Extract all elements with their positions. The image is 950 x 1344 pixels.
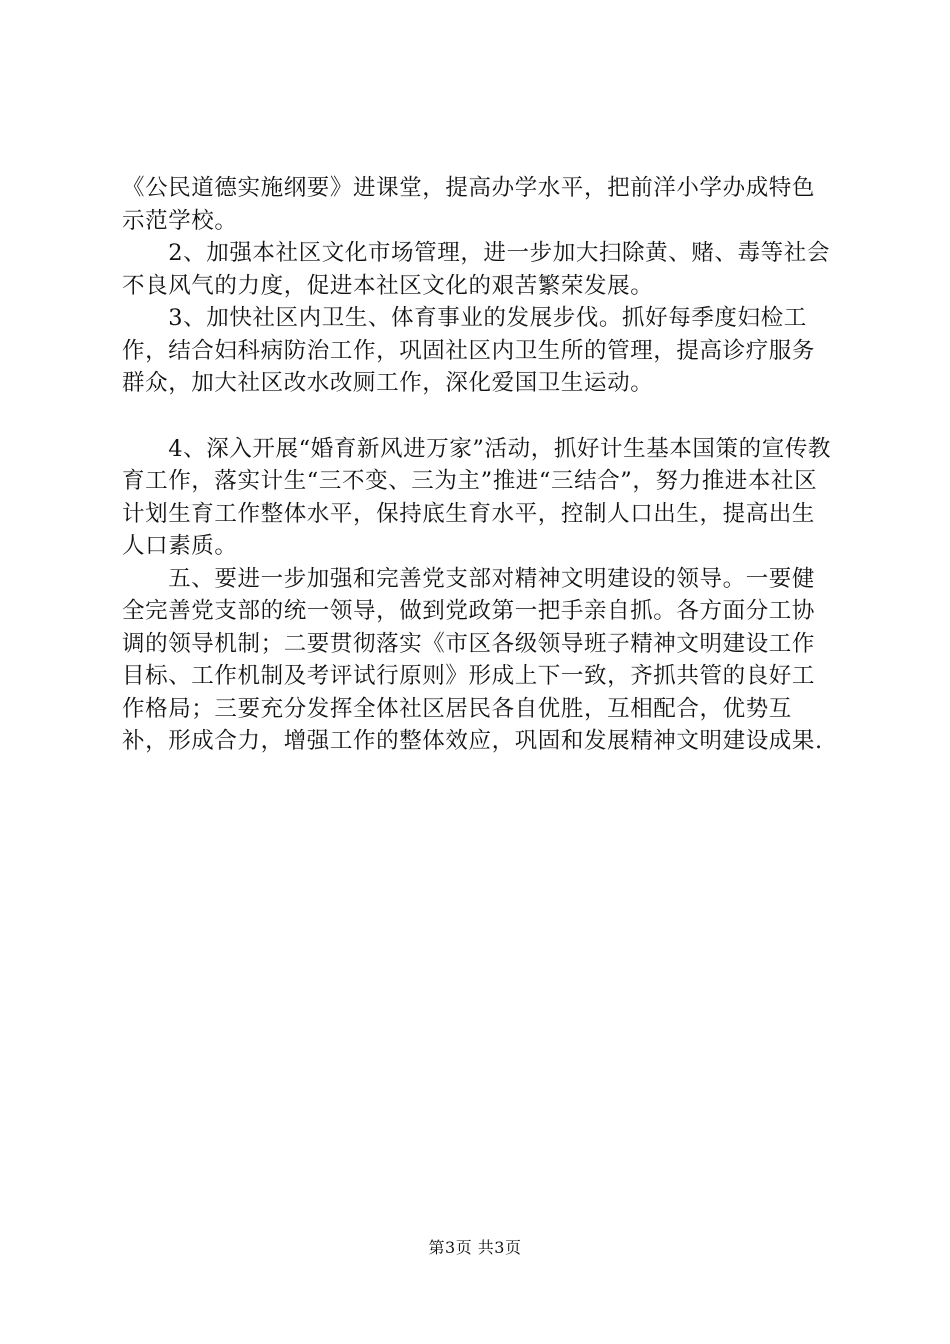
paragraph-item-3: 3、加快社区内卫生、体育事业的发展步伐。抓好每季度妇检工作，结合妇科病防治工作，巩固社区内卫生所的管理，提高诊疗服务群众，加大社区改水改厕工作，深化爱国卫生运动。: [122, 305, 816, 396]
paragraph-item-4: 4、深入开展“婚育新风进万家”活动，抓好计生基本国策的宣传教育工作，落实计生“三不变、三为主”推进“三结合”，努力推进本社区计划生育工作整体水平，保持底生育水平，控制人口出生，提高出生人口素质。: [122, 435, 832, 559]
paragraph-section-5: 五、要进一步加强和完善党支部对精神文明建设的领导。一要健全完善党支部的统一领导，做到党政第一把手亲自抓。各方面分工协调的领导机制；二要贯彻落实《市区各级领导班子精神文明建设工作目标、工作机制及考评试行原则》形成上下一致，齐抓共管的良好工作格局；三要充分发挥全体社区居民各自优胜，互相配合，优势互补，形成合力，增强工作的整体效应，巩固和发展精神文明建设成果.: [122, 565, 823, 754]
page-number-footer: 第3页 共3页: [428, 1238, 522, 1257]
document-body: [122, 172, 838, 758]
paragraph-item-2: 2、加强本社区文化市场管理，进一步加大扫除黄、赌、毒等社会不良风气的力度，促进本社区文化的艰苦繁荣发展。: [122, 240, 830, 299]
paragraph-continuation: 《公民道德实施纲要》进课堂，提高办学水平，把前洋小学办成特色示范学校。: [122, 175, 816, 234]
